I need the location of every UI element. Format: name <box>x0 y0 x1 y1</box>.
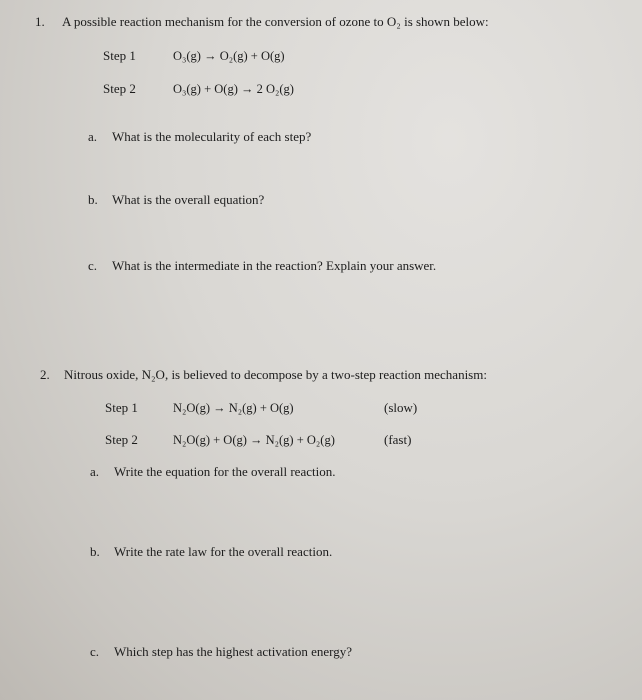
step-rate: (slow) <box>384 400 418 415</box>
part-letter: c. <box>88 258 98 273</box>
part-text: Write the equation for the overall reaction. <box>114 464 336 479</box>
step-label: Step 1 <box>103 48 136 63</box>
question-number: 2. <box>40 367 50 382</box>
step-label: Step 2 <box>105 432 138 447</box>
step-equation: O₃(g) → O₂(g) + O(g) <box>173 49 285 63</box>
part-text: What is the intermediate in the reaction? Explain your answer. <box>112 258 437 273</box>
part-letter: a. <box>90 464 100 479</box>
part-letter: b. <box>88 192 98 207</box>
step-equation: N₂O(g) + O(g) → N₂(g) + O₂(g) <box>173 433 335 447</box>
step-equation: N₂O(g) → N₂(g) + O(g) <box>173 401 294 415</box>
part-text: Which step has the highest activation energy? <box>114 644 353 659</box>
question-prompt: Nitrous oxide, N₂O, is believed to decompose by a two-step reaction mechanism: <box>64 367 487 382</box>
step-label: Step 1 <box>105 400 138 415</box>
part-text: Write the rate law for the overall reaction. <box>114 544 333 559</box>
step-label: Step 2 <box>103 81 136 96</box>
part-text: What is the overall equation? <box>112 192 265 207</box>
question-number: 1. <box>35 14 45 29</box>
part-text: What is the molecularity of each step? <box>112 129 312 144</box>
step-equation: O₃(g) + O(g) → 2 O₂(g) <box>173 82 294 96</box>
step-rate: (fast) <box>384 432 412 447</box>
part-letter: c. <box>90 644 100 659</box>
question-prompt: A possible reaction mechanism for the conversion of ozone to O₂ is shown below: <box>62 14 489 29</box>
part-letter: b. <box>90 544 100 559</box>
part-letter: a. <box>88 129 98 144</box>
